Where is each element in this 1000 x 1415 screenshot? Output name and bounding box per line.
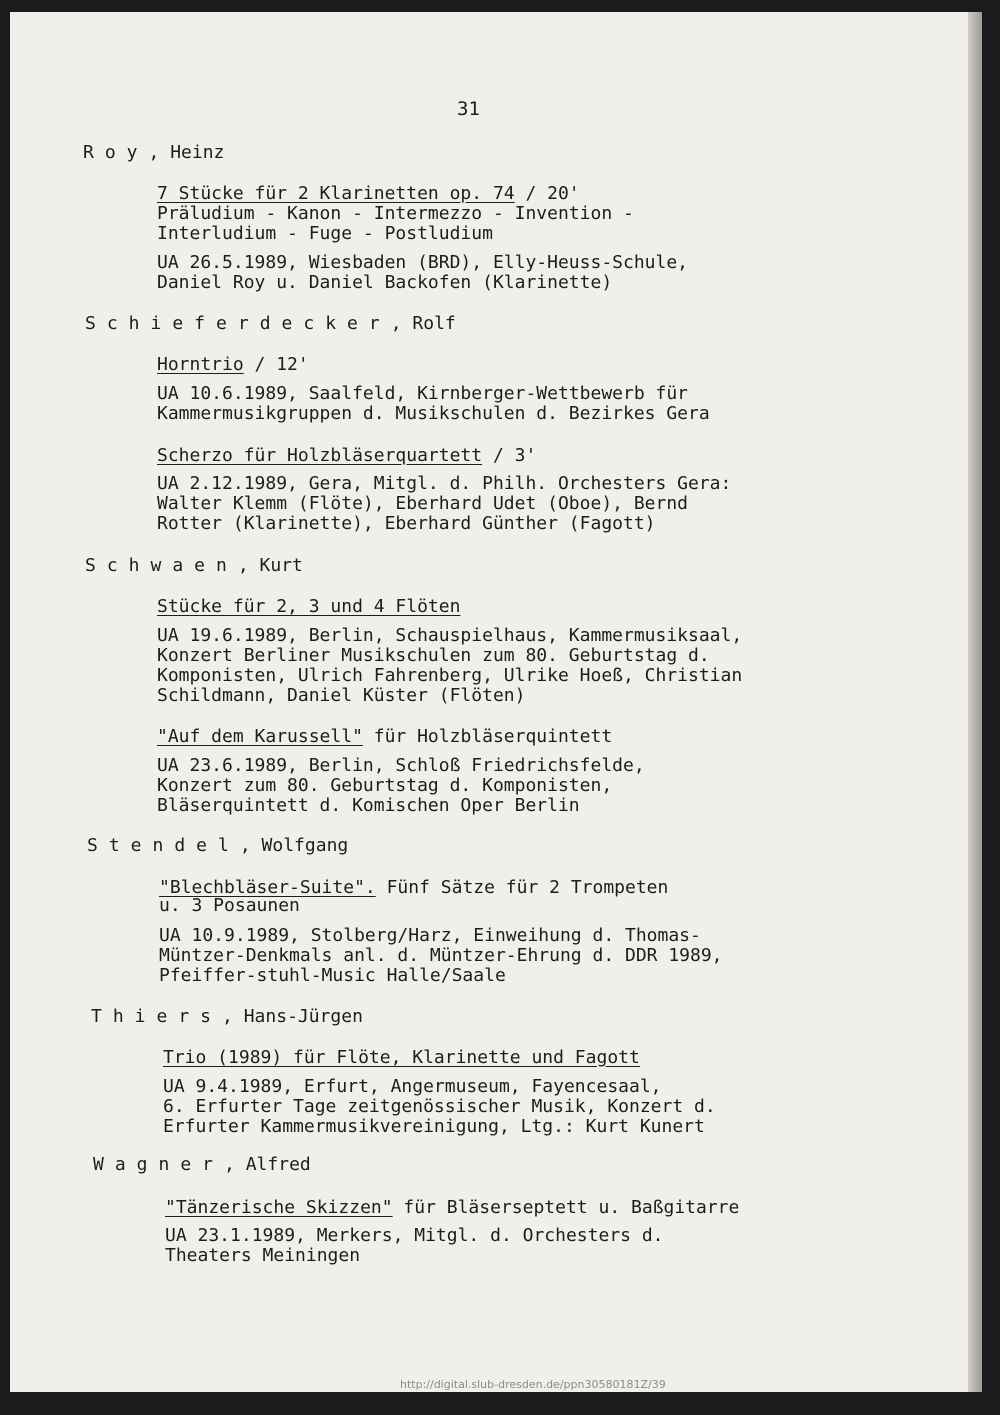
work-title-main: Scherzo für Holzbläserquartett — [157, 445, 483, 466]
work-title-suffix: Fünf Sätze für 2 Trompeten — [375, 877, 669, 898]
work-title-main: "Blechbläser-Suite". — [159, 877, 376, 898]
premiere-line: Müntzer-Denkmals anl. d. Müntzer-Ehrung d. DDR 1989, — [159, 945, 723, 966]
work-subtitle-line: Präludium - Kanon - Intermezzo - Invention - — [157, 203, 634, 224]
work-title — [157, 445, 536, 466]
composer-surname: Schieferdecker — [85, 313, 391, 334]
work-title — [157, 354, 309, 375]
name-separator: , — [237, 555, 260, 576]
page-number: 31 — [457, 98, 480, 120]
work-subtitle-line: u. 3 Posaunen — [159, 895, 300, 916]
premiere-line: UA 26.5.1989, Wiesbaden (BRD), Elly-Heuss-Schule, — [157, 252, 689, 273]
premiere-line: Daniel Roy u. Daniel Backofen (Klarinette) — [157, 272, 613, 293]
work-title — [157, 596, 460, 617]
premiere-line: UA 19.6.1989, Berlin, Schauspielhaus, Kammermusiksaal, — [157, 625, 743, 646]
composer-given-name: Rolf — [412, 313, 456, 334]
composer-surname: Wagner — [93, 1154, 225, 1175]
composer-given-name: Kurt — [259, 555, 303, 576]
work-title-main: "Auf dem Karussell" — [157, 726, 363, 747]
premiere-line: Rotter (Klarinette), Eberhard Günther (Fagott) — [157, 513, 656, 534]
premiere-line: Konzert Berliner Musikschulen zum 80. Geburtstag d. — [157, 645, 710, 666]
work-title — [157, 726, 612, 747]
composer-name — [91, 1006, 363, 1027]
composer-name — [87, 835, 348, 856]
composer-given-name: Alfred — [245, 1154, 311, 1175]
work-title-suffix: für Holzbläserquintett — [362, 726, 613, 747]
composer-name — [85, 313, 456, 334]
page-edge — [968, 12, 982, 1392]
scanned-page — [10, 12, 968, 1392]
name-separator: , — [224, 1154, 246, 1175]
premiere-line: Konzert zum 80. Geburtstag d. Komponisten, — [157, 775, 613, 796]
work-title-main: Horntrio — [157, 354, 244, 375]
composer-given-name: Wolfgang — [261, 835, 349, 856]
premiere-line: UA 23.1.1989, Merkers, Mitgl. d. Orchesters d. — [165, 1225, 664, 1246]
work-title — [157, 183, 580, 204]
composer-surname: Thiers — [91, 1006, 223, 1027]
premiere-line: Erfurter Kammermusikvereinigung, Ltg.: Kurt Kunert — [163, 1116, 705, 1137]
work-title-main: 7 Stücke für 2 Klarinetten op. 74 — [157, 183, 515, 204]
composer-surname: Roy — [83, 142, 149, 163]
composer-name — [85, 555, 303, 576]
premiere-line: Pfeiffer-stuhl-Music Halle/Saale — [159, 965, 506, 986]
work-title-suffix: / 12' — [243, 354, 309, 375]
composer-surname: Stendel — [87, 835, 240, 856]
premiere-line: 6. Erfurter Tage zeitgenössischer Musik, Konzert d. — [163, 1096, 716, 1117]
work-title-suffix: für Bläserseptett u. Baßgitarre — [392, 1197, 740, 1218]
premiere-line: UA 10.9.1989, Stolberg/Harz, Einweihung d. Thomas- — [159, 925, 701, 946]
work-title-suffix: / 3' — [482, 445, 537, 466]
composer-given-name: Hans-Jürgen — [243, 1006, 363, 1027]
premiere-line: Bläserquintett d. Komischen Oper Berlin — [157, 795, 580, 816]
work-title — [163, 1047, 640, 1068]
premiere-line: UA 2.12.1989, Gera, Mitgl. d. Philh. Orchesters Gera: — [157, 473, 732, 494]
premiere-line: Theaters Meiningen — [165, 1245, 361, 1266]
name-separator: , — [239, 835, 262, 856]
premiere-line: UA 9.4.1989, Erfurt, Angermuseum, Fayencesaal, — [163, 1076, 662, 1097]
work-title — [165, 1197, 739, 1218]
premiere-line: Kammermusikgruppen d. Musikschulen d. Bezirkes Gera — [157, 403, 710, 424]
premiere-line: UA 10.6.1989, Saalfeld, Kirnberger-Wettbewerb für — [157, 383, 689, 404]
work-title-suffix: / 20' — [514, 183, 580, 204]
composer-name — [83, 142, 224, 163]
name-separator: , — [390, 313, 413, 334]
composer-surname: Schwaen — [85, 555, 238, 576]
work-subtitle-line: Interludium - Fuge - Postludium — [157, 223, 493, 244]
name-separator: , — [222, 1006, 244, 1027]
composer-given-name: Heinz — [170, 142, 225, 163]
premiere-line: Schildmann, Daniel Küster (Flöten) — [157, 685, 526, 706]
premiere-line: Komponisten, Ulrich Fahrenberg, Ulrike Hoeß, Christian — [157, 665, 743, 686]
composer-name — [93, 1154, 311, 1175]
premiere-line: Walter Klemm (Flöte), Eberhard Udet (Oboe), Bernd — [157, 493, 689, 514]
premiere-line: UA 23.6.1989, Berlin, Schloß Friedrichsfelde, — [157, 755, 645, 776]
work-title-main: Trio (1989) für Flöte, Klarinette und Fagott — [163, 1047, 640, 1068]
source-url: http://digital.slub-dresden.de/ppn30580181Z/39 — [400, 1378, 666, 1391]
name-separator: , — [148, 142, 171, 163]
work-title-main: "Tänzerische Skizzen" — [165, 1197, 393, 1218]
work-title-main: Stücke für 2, 3 und 4 Flöten — [157, 596, 461, 617]
